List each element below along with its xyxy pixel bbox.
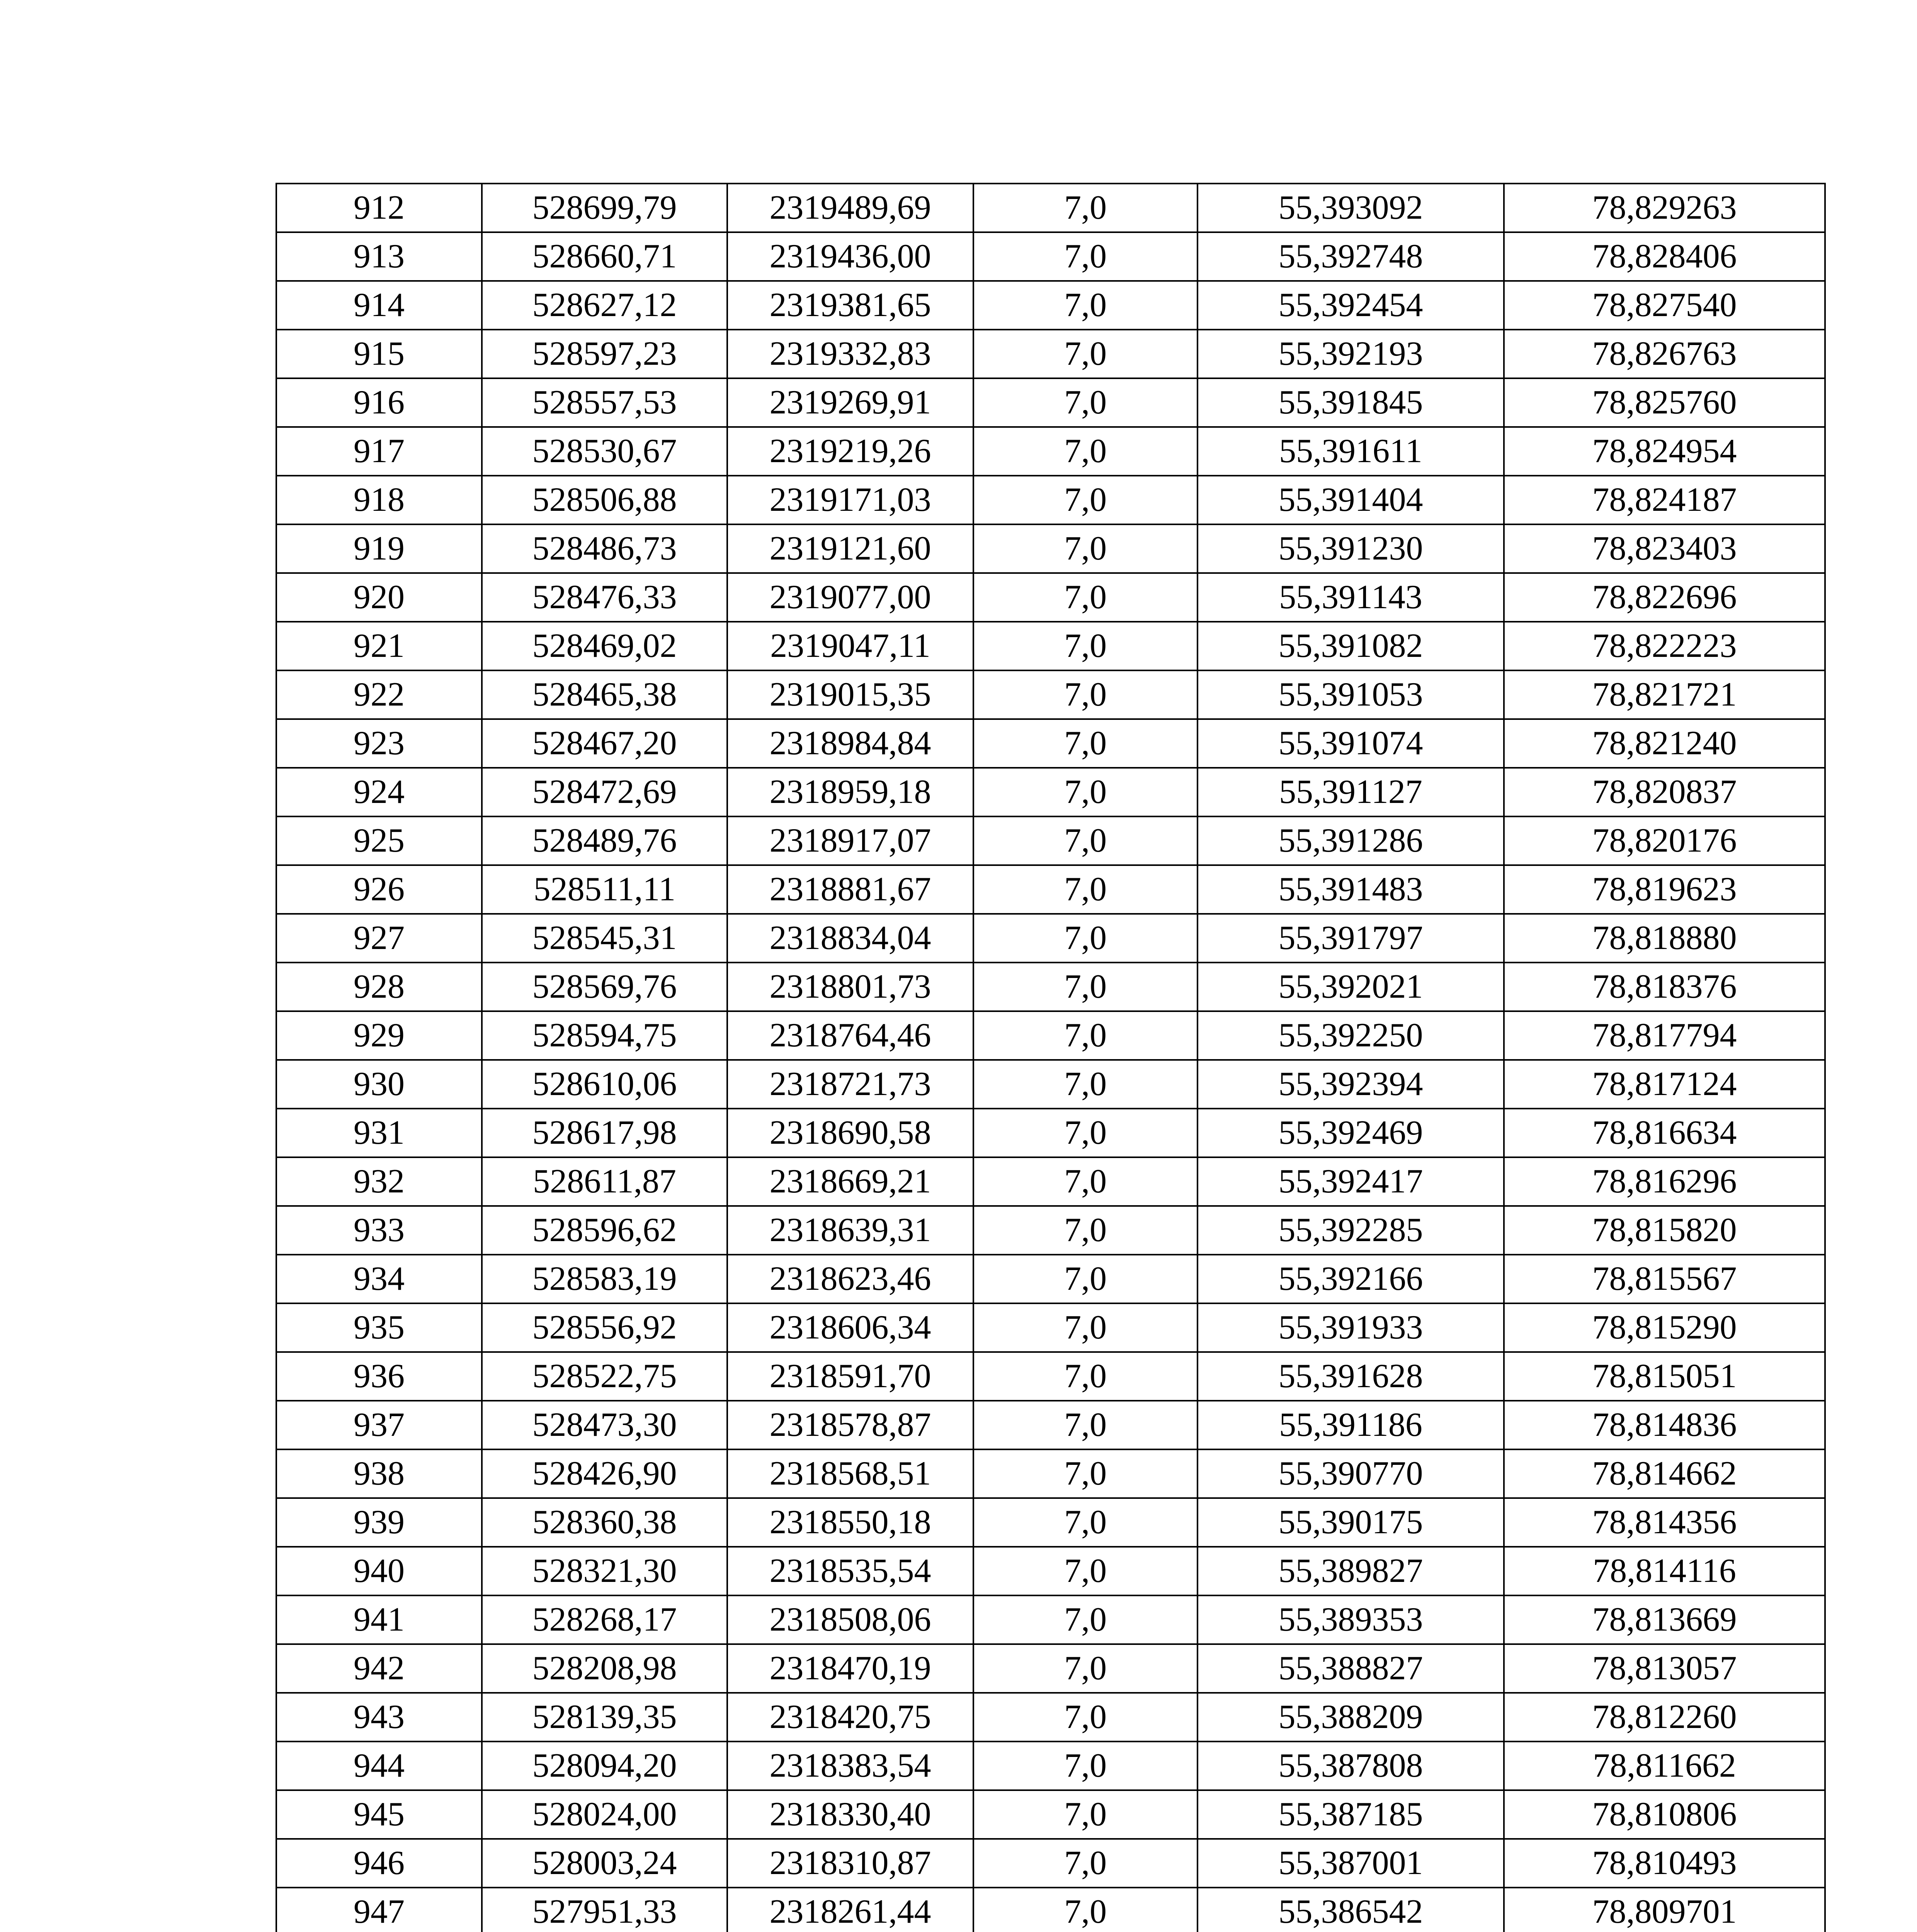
table-row: [276, 1255, 1825, 1303]
longitude-cell: 78,812260: [1504, 1693, 1825, 1742]
point-number-cell: 917: [276, 427, 482, 476]
latitude-cell: 55,391127: [1197, 768, 1504, 816]
y-coordinate-cell: 2318310,87: [727, 1839, 973, 1888]
point-number-cell: 932: [276, 1157, 482, 1206]
longitude-cell: 78,821721: [1504, 670, 1825, 719]
longitude-cell: 78,817124: [1504, 1060, 1825, 1109]
table-row: [276, 768, 1825, 816]
y-coordinate-cell: 2318383,54: [727, 1742, 973, 1790]
latitude-cell: 55,390175: [1197, 1498, 1504, 1547]
longitude-cell: 78,825760: [1504, 378, 1825, 427]
point-number-cell: 921: [276, 622, 482, 670]
y-coordinate-cell: 2318568,51: [727, 1449, 973, 1498]
x-coordinate-cell: 528024,00: [482, 1790, 727, 1839]
point-number-cell: 947: [276, 1888, 482, 1932]
table-row: [276, 1206, 1825, 1255]
latitude-cell: 55,391628: [1197, 1352, 1504, 1401]
point-number-cell: 940: [276, 1547, 482, 1595]
longitude-cell: 78,823403: [1504, 524, 1825, 573]
latitude-cell: 55,392417: [1197, 1157, 1504, 1206]
longitude-cell: 78,818880: [1504, 914, 1825, 963]
latitude-cell: 55,386542: [1197, 1888, 1504, 1932]
point-number-cell: 930: [276, 1060, 482, 1109]
y-coordinate-cell: 2319269,91: [727, 378, 973, 427]
y-coordinate-cell: 2318420,75: [727, 1693, 973, 1742]
table-row: [276, 1352, 1825, 1401]
table-row: [276, 719, 1825, 768]
latitude-cell: 55,392021: [1197, 963, 1504, 1011]
longitude-cell: 78,817794: [1504, 1011, 1825, 1060]
latitude-cell: 55,391186: [1197, 1401, 1504, 1449]
x-coordinate-cell: 528360,38: [482, 1498, 727, 1547]
x-coordinate-cell: 528522,75: [482, 1352, 727, 1401]
latitude-cell: 55,388209: [1197, 1693, 1504, 1742]
y-coordinate-cell: 2318984,84: [727, 719, 973, 768]
x-coordinate-cell: 528469,02: [482, 622, 727, 670]
y-coordinate-cell: 2319171,03: [727, 476, 973, 524]
table-row: [276, 1790, 1825, 1839]
x-coordinate-cell: 528321,30: [482, 1547, 727, 1595]
longitude-cell: 78,828406: [1504, 232, 1825, 281]
y-coordinate-cell: 2318639,31: [727, 1206, 973, 1255]
x-coordinate-cell: 528545,31: [482, 914, 727, 963]
point-number-cell: 937: [276, 1401, 482, 1449]
latitude-cell: 55,392250: [1197, 1011, 1504, 1060]
longitude-cell: 78,829263: [1504, 184, 1825, 232]
y-coordinate-cell: 2319015,35: [727, 670, 973, 719]
x-coordinate-cell: 528486,73: [482, 524, 727, 573]
longitude-cell: 78,819623: [1504, 865, 1825, 914]
point-number-cell: 933: [276, 1206, 482, 1255]
latitude-cell: 55,391053: [1197, 670, 1504, 719]
value-cell: 7,0: [973, 1206, 1197, 1255]
value-cell: 7,0: [973, 768, 1197, 816]
y-coordinate-cell: 2318721,73: [727, 1060, 973, 1109]
table-row: [276, 378, 1825, 427]
latitude-cell: 55,391797: [1197, 914, 1504, 963]
longitude-cell: 78,820176: [1504, 816, 1825, 865]
y-coordinate-cell: 2318881,67: [727, 865, 973, 914]
x-coordinate-cell: 528268,17: [482, 1595, 727, 1644]
table-row: [276, 1060, 1825, 1109]
point-number-cell: 915: [276, 330, 482, 378]
x-coordinate-cell: 528467,20: [482, 719, 727, 768]
point-number-cell: 914: [276, 281, 482, 330]
point-number-cell: 938: [276, 1449, 482, 1498]
latitude-cell: 55,392748: [1197, 232, 1504, 281]
longitude-cell: 78,814116: [1504, 1547, 1825, 1595]
x-coordinate-cell: 528139,35: [482, 1693, 727, 1742]
table-row: [276, 1401, 1825, 1449]
value-cell: 7,0: [973, 281, 1197, 330]
x-coordinate-cell: 528472,69: [482, 768, 727, 816]
table-row: [276, 573, 1825, 622]
value-cell: 7,0: [973, 184, 1197, 232]
value-cell: 7,0: [973, 378, 1197, 427]
x-coordinate-cell: 528583,19: [482, 1255, 727, 1303]
latitude-cell: 55,393092: [1197, 184, 1504, 232]
x-coordinate-cell: 528476,33: [482, 573, 727, 622]
latitude-cell: 55,391483: [1197, 865, 1504, 914]
y-coordinate-cell: 2318470,19: [727, 1644, 973, 1693]
latitude-cell: 55,392193: [1197, 330, 1504, 378]
table-row: [276, 1693, 1825, 1742]
value-cell: 7,0: [973, 1011, 1197, 1060]
longitude-cell: 78,824954: [1504, 427, 1825, 476]
latitude-cell: 55,391611: [1197, 427, 1504, 476]
latitude-cell: 55,388827: [1197, 1644, 1504, 1693]
longitude-cell: 78,821240: [1504, 719, 1825, 768]
table-row: [276, 1742, 1825, 1790]
value-cell: 7,0: [973, 963, 1197, 1011]
x-coordinate-cell: 528003,24: [482, 1839, 727, 1888]
table-row: [276, 1595, 1825, 1644]
x-coordinate-cell: 528208,98: [482, 1644, 727, 1693]
latitude-cell: 55,387001: [1197, 1839, 1504, 1888]
x-coordinate-cell: 528596,62: [482, 1206, 727, 1255]
table-row: [276, 476, 1825, 524]
value-cell: 7,0: [973, 1790, 1197, 1839]
x-coordinate-cell: 528506,88: [482, 476, 727, 524]
longitude-cell: 78,814356: [1504, 1498, 1825, 1547]
value-cell: 7,0: [973, 622, 1197, 670]
point-number-cell: 943: [276, 1693, 482, 1742]
x-coordinate-cell: 528610,06: [482, 1060, 727, 1109]
x-coordinate-cell: 528660,71: [482, 232, 727, 281]
longitude-cell: 78,814836: [1504, 1401, 1825, 1449]
latitude-cell: 55,389827: [1197, 1547, 1504, 1595]
table-row: [276, 232, 1825, 281]
point-number-cell: 922: [276, 670, 482, 719]
point-number-cell: 928: [276, 963, 482, 1011]
latitude-cell: 55,392166: [1197, 1255, 1504, 1303]
value-cell: 7,0: [973, 1401, 1197, 1449]
y-coordinate-cell: 2319332,83: [727, 330, 973, 378]
table-row: [276, 184, 1825, 232]
point-number-cell: 942: [276, 1644, 482, 1693]
y-coordinate-cell: 2318535,54: [727, 1547, 973, 1595]
coordinates-table-body: [276, 184, 1825, 1932]
value-cell: 7,0: [973, 1547, 1197, 1595]
y-coordinate-cell: 2318801,73: [727, 963, 973, 1011]
latitude-cell: 55,392394: [1197, 1060, 1504, 1109]
y-coordinate-cell: 2318606,34: [727, 1303, 973, 1352]
table-row: [276, 963, 1825, 1011]
longitude-cell: 78,813057: [1504, 1644, 1825, 1693]
value-cell: 7,0: [973, 427, 1197, 476]
x-coordinate-cell: 528094,20: [482, 1742, 727, 1790]
longitude-cell: 78,820837: [1504, 768, 1825, 816]
table-row: [276, 1157, 1825, 1206]
point-number-cell: 920: [276, 573, 482, 622]
value-cell: 7,0: [973, 816, 1197, 865]
longitude-cell: 78,815051: [1504, 1352, 1825, 1401]
x-coordinate-cell: 528597,23: [482, 330, 727, 378]
longitude-cell: 78,816296: [1504, 1157, 1825, 1206]
latitude-cell: 55,391074: [1197, 719, 1504, 768]
y-coordinate-cell: 2318578,87: [727, 1401, 973, 1449]
table-row: [276, 1449, 1825, 1498]
point-number-cell: 944: [276, 1742, 482, 1790]
value-cell: 7,0: [973, 1352, 1197, 1401]
latitude-cell: 55,391404: [1197, 476, 1504, 524]
longitude-cell: 78,824187: [1504, 476, 1825, 524]
value-cell: 7,0: [973, 232, 1197, 281]
point-number-cell: 935: [276, 1303, 482, 1352]
latitude-cell: 55,391082: [1197, 622, 1504, 670]
latitude-cell: 55,391286: [1197, 816, 1504, 865]
latitude-cell: 55,387185: [1197, 1790, 1504, 1839]
point-number-cell: 916: [276, 378, 482, 427]
x-coordinate-cell: 528465,38: [482, 670, 727, 719]
value-cell: 7,0: [973, 573, 1197, 622]
point-number-cell: 939: [276, 1498, 482, 1547]
longitude-cell: 78,827540: [1504, 281, 1825, 330]
table-row: [276, 281, 1825, 330]
value-cell: 7,0: [973, 1060, 1197, 1109]
x-coordinate-cell: 528557,53: [482, 378, 727, 427]
point-number-cell: 924: [276, 768, 482, 816]
value-cell: 7,0: [973, 1693, 1197, 1742]
table-row: [276, 1644, 1825, 1693]
x-coordinate-cell: 528473,30: [482, 1401, 727, 1449]
value-cell: 7,0: [973, 670, 1197, 719]
longitude-cell: 78,814662: [1504, 1449, 1825, 1498]
latitude-cell: 55,391845: [1197, 378, 1504, 427]
y-coordinate-cell: 2319077,00: [727, 573, 973, 622]
value-cell: 7,0: [973, 476, 1197, 524]
longitude-cell: 78,809701: [1504, 1888, 1825, 1932]
value-cell: 7,0: [973, 914, 1197, 963]
x-coordinate-cell: 528699,79: [482, 184, 727, 232]
y-coordinate-cell: 2318834,04: [727, 914, 973, 963]
y-coordinate-cell: 2319121,60: [727, 524, 973, 573]
value-cell: 7,0: [973, 1595, 1197, 1644]
y-coordinate-cell: 2318917,07: [727, 816, 973, 865]
longitude-cell: 78,810806: [1504, 1790, 1825, 1839]
value-cell: 7,0: [973, 524, 1197, 573]
point-number-cell: 926: [276, 865, 482, 914]
point-number-cell: 946: [276, 1839, 482, 1888]
latitude-cell: 55,389353: [1197, 1595, 1504, 1644]
value-cell: 7,0: [973, 1839, 1197, 1888]
table-row: [276, 1303, 1825, 1352]
point-number-cell: 919: [276, 524, 482, 573]
table-row: [276, 914, 1825, 963]
table-row: [276, 524, 1825, 573]
longitude-cell: 78,815290: [1504, 1303, 1825, 1352]
value-cell: 7,0: [973, 1498, 1197, 1547]
latitude-cell: 55,390770: [1197, 1449, 1504, 1498]
y-coordinate-cell: 2318959,18: [727, 768, 973, 816]
x-coordinate-cell: 528617,98: [482, 1109, 727, 1157]
table-row: [276, 670, 1825, 719]
x-coordinate-cell: 527951,33: [482, 1888, 727, 1932]
longitude-cell: 78,826763: [1504, 330, 1825, 378]
value-cell: 7,0: [973, 865, 1197, 914]
point-number-cell: 931: [276, 1109, 482, 1157]
table-row: [276, 1839, 1825, 1888]
coordinates-table: [276, 183, 1826, 1932]
y-coordinate-cell: 2318690,58: [727, 1109, 973, 1157]
point-number-cell: 913: [276, 232, 482, 281]
value-cell: 7,0: [973, 1449, 1197, 1498]
point-number-cell: 945: [276, 1790, 482, 1839]
latitude-cell: 55,391143: [1197, 573, 1504, 622]
x-coordinate-cell: 528530,67: [482, 427, 727, 476]
latitude-cell: 55,391230: [1197, 524, 1504, 573]
x-coordinate-cell: 528627,12: [482, 281, 727, 330]
y-coordinate-cell: 2318623,46: [727, 1255, 973, 1303]
table-row: [276, 1109, 1825, 1157]
value-cell: 7,0: [973, 1157, 1197, 1206]
value-cell: 7,0: [973, 1255, 1197, 1303]
y-coordinate-cell: 2318669,21: [727, 1157, 973, 1206]
table-row: [276, 330, 1825, 378]
longitude-cell: 78,818376: [1504, 963, 1825, 1011]
point-number-cell: 927: [276, 914, 482, 963]
point-number-cell: 923: [276, 719, 482, 768]
y-coordinate-cell: 2318261,44: [727, 1888, 973, 1932]
point-number-cell: 925: [276, 816, 482, 865]
x-coordinate-cell: 528611,87: [482, 1157, 727, 1206]
longitude-cell: 78,811662: [1504, 1742, 1825, 1790]
table-row: [276, 427, 1825, 476]
point-number-cell: 936: [276, 1352, 482, 1401]
value-cell: 7,0: [973, 719, 1197, 768]
table-row: [276, 1498, 1825, 1547]
x-coordinate-cell: 528556,92: [482, 1303, 727, 1352]
table-row: [276, 816, 1825, 865]
latitude-cell: 55,391933: [1197, 1303, 1504, 1352]
y-coordinate-cell: 2318508,06: [727, 1595, 973, 1644]
table-row: [276, 1888, 1825, 1932]
y-coordinate-cell: 2318591,70: [727, 1352, 973, 1401]
latitude-cell: 55,392285: [1197, 1206, 1504, 1255]
x-coordinate-cell: 528569,76: [482, 963, 727, 1011]
latitude-cell: 55,392469: [1197, 1109, 1504, 1157]
point-number-cell: 941: [276, 1595, 482, 1644]
point-number-cell: 929: [276, 1011, 482, 1060]
value-cell: 7,0: [973, 1888, 1197, 1932]
x-coordinate-cell: 528511,11: [482, 865, 727, 914]
longitude-cell: 78,815820: [1504, 1206, 1825, 1255]
y-coordinate-cell: 2319436,00: [727, 232, 973, 281]
longitude-cell: 78,816634: [1504, 1109, 1825, 1157]
point-number-cell: 918: [276, 476, 482, 524]
longitude-cell: 78,813669: [1504, 1595, 1825, 1644]
table-row: [276, 1547, 1825, 1595]
value-cell: 7,0: [973, 330, 1197, 378]
y-coordinate-cell: 2319047,11: [727, 622, 973, 670]
y-coordinate-cell: 2319381,65: [727, 281, 973, 330]
table-row: [276, 622, 1825, 670]
x-coordinate-cell: 528426,90: [482, 1449, 727, 1498]
longitude-cell: 78,822223: [1504, 622, 1825, 670]
point-number-cell: 912: [276, 184, 482, 232]
point-number-cell: 934: [276, 1255, 482, 1303]
y-coordinate-cell: 2318764,46: [727, 1011, 973, 1060]
longitude-cell: 78,810493: [1504, 1839, 1825, 1888]
y-coordinate-cell: 2319489,69: [727, 184, 973, 232]
y-coordinate-cell: 2318330,40: [727, 1790, 973, 1839]
value-cell: 7,0: [973, 1109, 1197, 1157]
longitude-cell: 78,822696: [1504, 573, 1825, 622]
y-coordinate-cell: 2318550,18: [727, 1498, 973, 1547]
table-row: [276, 865, 1825, 914]
y-coordinate-cell: 2319219,26: [727, 427, 973, 476]
table-row: [276, 1011, 1825, 1060]
latitude-cell: 55,392454: [1197, 281, 1504, 330]
value-cell: 7,0: [973, 1303, 1197, 1352]
value-cell: 7,0: [973, 1644, 1197, 1693]
longitude-cell: 78,815567: [1504, 1255, 1825, 1303]
x-coordinate-cell: 528594,75: [482, 1011, 727, 1060]
latitude-cell: 55,387808: [1197, 1742, 1504, 1790]
value-cell: 7,0: [973, 1742, 1197, 1790]
x-coordinate-cell: 528489,76: [482, 816, 727, 865]
